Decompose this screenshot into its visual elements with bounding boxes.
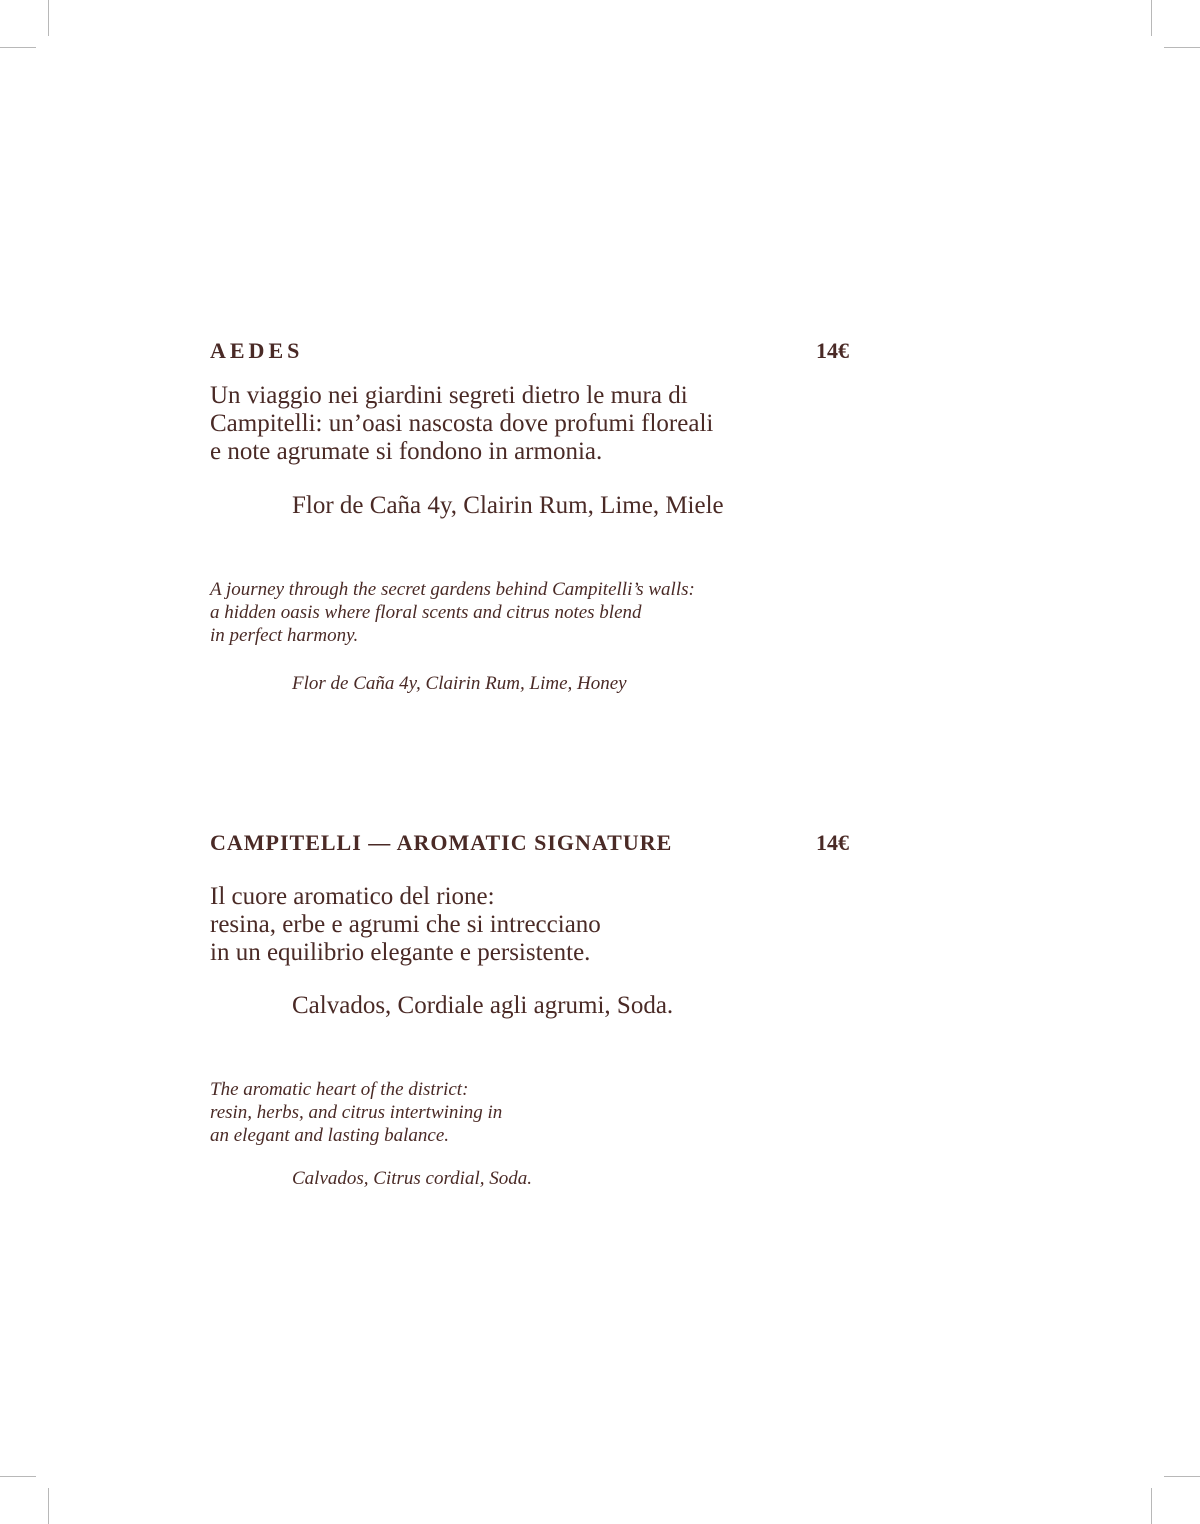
item-price: 14€ — [816, 830, 849, 855]
crop-mark-top-left-horizontal — [0, 47, 36, 48]
menu-item-aedes — [210, 338, 870, 708]
item-title: CAMPITELLI — AROMATIC SIGNATURE — [210, 830, 673, 855]
item-description-italian: Il cuore aromatico del rione: resina, erbe e agrumi che si intrecciano in un equilibrio elegante e persistente. — [210, 883, 601, 966]
item-description-italian: Un viaggio nei giardini segreti dietro le mura di Campitelli: un’oasi nascosta dove profumi floreali e note agrumate si fondono in armonia. — [210, 382, 714, 465]
crop-mark-bottom-left-horizontal — [0, 1476, 36, 1477]
crop-mark-top-right-horizontal — [1164, 47, 1200, 48]
item-price: 14€ — [816, 338, 849, 363]
item-description-english: A journey through the secret gardens behind Campitelli’s walls: a hidden oasis where floral scents and citrus notes blend in perfect harmony. — [210, 579, 695, 646]
crop-mark-bottom-right-vertical — [1151, 1488, 1152, 1524]
item-ingredients-english: Flor de Caña 4y, Clairin Rum, Lime, Honey — [292, 673, 627, 694]
crop-mark-bottom-right-horizontal — [1164, 1476, 1200, 1477]
menu-item-campitelli — [210, 830, 870, 1200]
crop-mark-top-right-vertical — [1151, 0, 1152, 36]
item-ingredients-english: Calvados, Citrus cordial, Soda. — [292, 1168, 532, 1189]
crop-mark-bottom-left-vertical — [48, 1488, 49, 1524]
item-ingredients-italian: Flor de Caña 4y, Clairin Rum, Lime, Miele — [292, 492, 724, 519]
item-description-english: The aromatic heart of the district: resin, herbs, and citrus intertwining in an elegant and lasting balance. — [210, 1079, 503, 1146]
item-title: AEDES — [210, 338, 304, 363]
crop-mark-top-left-vertical — [48, 0, 49, 36]
item-ingredients-italian: Calvados, Cordiale agli agrumi, Soda. — [292, 992, 674, 1019]
